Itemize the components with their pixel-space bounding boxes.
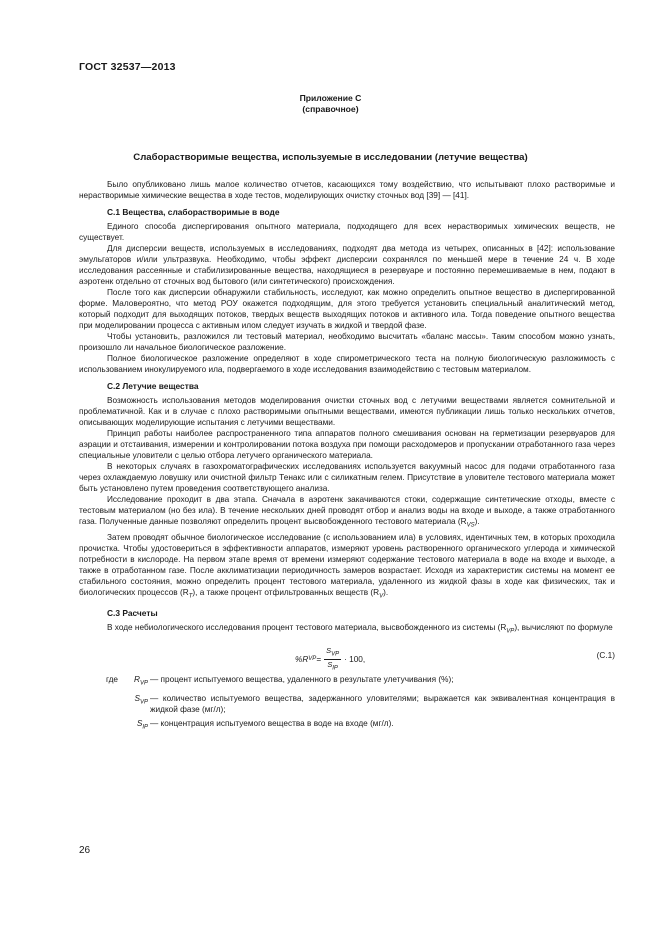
subscript: IP bbox=[332, 665, 338, 672]
numerator-symbol: S bbox=[326, 645, 332, 655]
fraction-numerator bbox=[324, 646, 341, 660]
formula-tail: · 100, bbox=[344, 655, 366, 665]
annex-heading bbox=[0, 93, 661, 115]
subscript: VP bbox=[331, 651, 340, 658]
dash: — bbox=[150, 693, 163, 703]
definition-symbol bbox=[118, 718, 150, 734]
formula-fraction bbox=[324, 646, 341, 674]
formula bbox=[79, 643, 615, 671]
section-heading-c1: С.1 Вещества, слаборастворимые в воде bbox=[107, 207, 280, 217]
spacer bbox=[79, 718, 118, 734]
standard-header: ГОСТ 32537—2013 bbox=[79, 61, 176, 73]
subscript: V bbox=[379, 593, 384, 600]
definition-item bbox=[79, 693, 615, 715]
paragraph: Принцип работы наиболее распространенного типа аппаратов полного смешивания основан на герметизации резервуаров для аэрации и отстаивания, измерении и контролировании потока воздуха при помощи расходомеров и пропускании отработанного газа через специальные уловители с целью отбора летучего органического материала. bbox=[79, 429, 615, 460]
intro-paragraph: Было опубликовано лишь малое количество отчетов, касающихся тому воздействию, что испытывают плохо растворимые и нерастворимые химические вещества в ходе тестов, моделирующих очистку сточных вод [39] — [41]. bbox=[79, 180, 615, 200]
paragraph-text: ). bbox=[474, 517, 480, 526]
paragraph: В некоторых случаях в газохроматографических исследованиях используется вакуумный насос для подачи отработанного газа через охлаждаемую ловушку или очистной фильтр Тенакс или с силикатным гелем. Присутствие в уловителе тестового материала может быть установлено путем проведения соответствующего анализа. bbox=[79, 462, 615, 493]
subscript: VS bbox=[466, 522, 475, 529]
where-label: где bbox=[105, 674, 118, 684]
dash: — bbox=[150, 718, 161, 728]
subscript: VP bbox=[139, 680, 148, 687]
dash: — bbox=[150, 674, 161, 684]
subscript: IP bbox=[142, 724, 148, 731]
symbol-letter: S bbox=[134, 693, 140, 703]
section-heading-c2: С.2 Летучие вещества bbox=[107, 381, 199, 391]
paragraph-text: Исследование проходит в два этапа. Сначала в аэротенк закачиваются стоки, содержащие синтетические отходы, вместе с тестовым материалом (но без ила). В течение нескольких дней проводят отбор и анализ воды на входе и выходе, а также отработанного газа. Полученные данные позволяют определить процент высвобожденного тестового материала (R bbox=[79, 495, 615, 526]
paragraph-text: , а также процент отфильтрованных веществ (R bbox=[195, 587, 380, 597]
paragraph bbox=[79, 622, 615, 638]
page-title: Слаборастворимые вещества, используемые в исследовании (летучие вещества) bbox=[133, 152, 528, 163]
formula-expression bbox=[295, 646, 365, 674]
definition-text bbox=[150, 718, 615, 734]
paragraph-text: В ходе небиологического исследования процент тестового материала, высвобожденного из системы (R bbox=[107, 623, 507, 633]
symbol-letter: S bbox=[136, 718, 143, 728]
definition-symbol bbox=[118, 693, 150, 715]
subscript: VP bbox=[308, 656, 317, 663]
annex-title: Приложение C bbox=[299, 93, 362, 103]
definition-item bbox=[79, 718, 615, 734]
paragraph bbox=[79, 494, 615, 532]
formula-lhs: %R bbox=[295, 655, 309, 665]
definitions-list bbox=[79, 674, 615, 733]
definition-text bbox=[150, 693, 615, 715]
equation-number: (C.1) bbox=[596, 650, 615, 660]
paragraph: Возможность использования методов моделирования очистки сточных вод с летучими веществами является сомнительной и проблематичной. Как и в случае с плохо растворимыми опытными веществами, имеются публикации лишь только нескольких отчетов, описывающих моделирующие испытания с летучими веществами. bbox=[79, 396, 615, 427]
section-heading-c3: С.3 Расчеты bbox=[107, 608, 158, 619]
subscript: T bbox=[188, 593, 193, 600]
definition-text bbox=[150, 674, 615, 690]
formula-equals: = bbox=[316, 655, 322, 665]
definition-body: количество испытуемого вещества, задержанного уловителями; выражается как эквивалентная концентрация в жидкой фазе (мг/л); bbox=[150, 693, 615, 714]
paragraph-text: ). bbox=[383, 587, 389, 597]
paragraph: Единого способа диспергирования опытного материала, подходящего для всех нерастворимых химических веществ, не существует. bbox=[79, 222, 615, 242]
subscript: VP bbox=[506, 628, 515, 635]
fraction-denominator bbox=[325, 660, 340, 673]
spacer bbox=[79, 693, 118, 715]
definition-body: процент испытуемого вещества, удаленного в результате улетучивания (%); bbox=[160, 674, 454, 684]
definition-item bbox=[79, 674, 615, 690]
definition-body: концентрация испытуемого вещества в воде на входе (мг/л). bbox=[160, 718, 394, 728]
definition-symbol bbox=[118, 674, 150, 690]
document-body bbox=[79, 179, 615, 736]
paragraph bbox=[79, 532, 615, 603]
paragraph: Чтобы установить, разложился ли тестовый материал, необходимо высчитать «баланс массы». Таким способом можно узнать, произошло ли начальное биологическое разложение. bbox=[79, 332, 615, 352]
subscript: VP bbox=[139, 699, 148, 706]
page-number: 26 bbox=[79, 845, 91, 856]
symbol-letter: R bbox=[134, 674, 140, 684]
paragraph: Полное биологическое разложение определяют в ходе спирометрического теста на полную биологическую разложимость с использованием инокулируемого ила, подвергаемого в ходе исследования взаимодействию с тестовым материалом. bbox=[79, 354, 615, 374]
paragraph-text: Затем проводят обычное биологическое исследование (с использованием ила) в условиях, идентичных тем, в которых проходила прочистка. Чтобы удостовериться в эффективности аппаратов, измеряют уровень растворенного органического углерода и химической потребности в кислороде. На первом этапе время от времени измеряют содержание тестового материала в воде на входе и выходе, а также в отработанном газе. После акклиматизации периодичность замеров возрастает. Исходя из характеристик системы на момент ее стабильного состояния, можно определить процент тестового материала, удаленного из жидкой фазы в ходе как физических, так и биологических процессов (R bbox=[79, 532, 615, 597]
paragraph: После того как дисперсии обнаружили стабильность, исследуют, как можно определить опытное вещество в диспергированной форме. Маловероятно, что метод РОУ окажется подходящим, для этого требуется установить специальный аналитический метод, который подходит для выходящих потоков, твердых веществ выходящих потоков и активного ила. Тогда поведение опытного вещества при моделировании процесса с активным илом следует изучать в жидкой и твердой фазе. bbox=[79, 288, 615, 330]
paragraph-text: ) bbox=[192, 587, 196, 597]
denominator-symbol: S bbox=[327, 660, 333, 670]
paragraph: Для дисперсии веществ, используемых в исследованиях, подходят два метода из четырех, описанных в [42]: использование эмульгаторов и/или ультразвука. Необходимо, чтобы эффект дисперсии сохранялся по меньшей мере в течение 24 ч. В ходе исследования рассеянные и стабилизированные вещества, находящиеся в резервуаре и постоянно перемешиваемые в нем, подают в аэротенк отдельно от сточных вод бытового (или синтетического) происхождения. bbox=[79, 244, 615, 286]
annex-subtitle: (справочное) bbox=[302, 104, 359, 114]
paragraph-text: ), вычисляют по формуле bbox=[514, 623, 613, 633]
